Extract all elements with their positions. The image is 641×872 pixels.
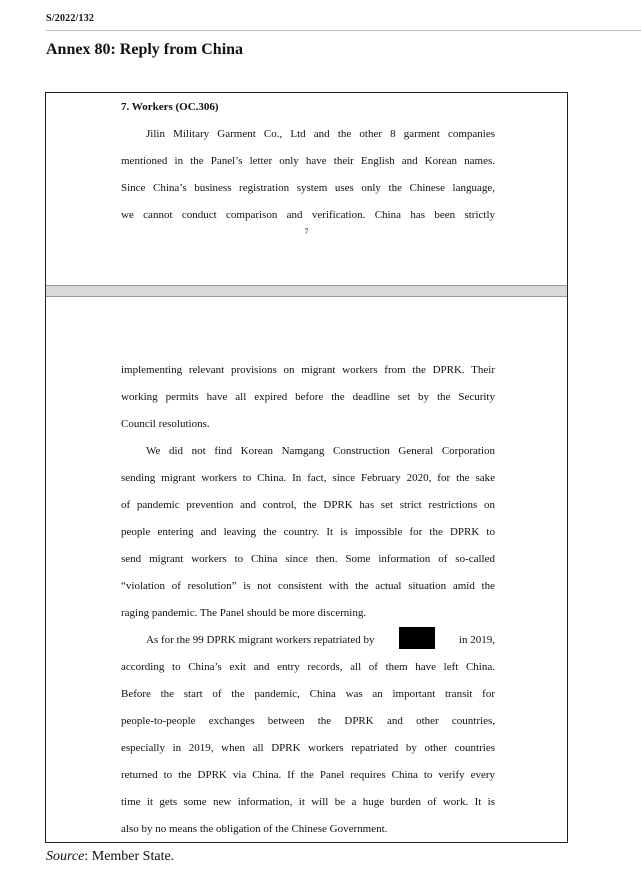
text-line: according to China’s exit and entry records, all of them have left China.: [121, 661, 495, 673]
page2-text: [121, 357, 495, 843]
text-line: working permits have all expired before the deadline set by the Security: [121, 391, 495, 403]
annex-title: Annex 80: Reply from China: [46, 41, 244, 58]
source-text: : Member State.: [84, 849, 175, 864]
text-line: We did not find Korean Namgang Construction General Corporation: [146, 445, 495, 457]
text-line: especially in 2019, when all DPRK workers repatriated by other countries: [121, 742, 495, 754]
text-line: “violation of resolution” is not consistent with the actual situation amid the: [121, 580, 495, 592]
source-label: Source: [46, 849, 85, 864]
text-line: send migrant workers to China since then. Some information of so-called: [121, 553, 495, 565]
text-line: people entering and leaving the country. It is impossible for the DPRK to: [121, 526, 495, 538]
text-line: sending migrant workers to China. In fact, since February 2020, for the sake: [121, 472, 495, 484]
section-heading: 7. Workers (OC.306): [121, 101, 219, 113]
text-line: raging pandemic. The Panel should be more discerning.: [121, 607, 367, 619]
text-line: also by no means the obligation of the Chinese Government.: [121, 823, 388, 835]
text-line: we cannot conduct comparison and verification. China has been strictly: [121, 209, 495, 221]
text-line: Since China’s business registration system uses only the Chinese language,: [121, 182, 495, 194]
letter-page-1: [46, 93, 567, 285]
text-line: time it gets some new information, it will be a huge burden of work. It is: [121, 796, 495, 808]
source-note: [46, 849, 174, 865]
redacted-line-after: in 2019,: [458, 634, 495, 646]
text-line: mentioned in the Panel’s letter only have their English and Korean names.: [121, 155, 495, 167]
text-line: implementing relevant provisions on migrant workers from the DPRK. Their: [121, 364, 495, 376]
text-line: of pandemic prevention and control, the DPRK has set strict restrictions on: [121, 499, 495, 511]
text-line: people-to-people exchanges between the DPRK and other countries,: [121, 715, 495, 727]
redaction-box: [399, 627, 435, 649]
redacted-text-line: [121, 627, 495, 654]
text-line: Council resolutions.: [121, 418, 210, 430]
text-line: Jilin Military Garment Co., Ltd and the other 8 garment companies: [146, 128, 495, 140]
text-line: returned to the DPRK via China. If the Panel requires China to verify every: [121, 769, 495, 781]
redacted-line-before: As for the 99 DPRK migrant workers repatriated by: [146, 634, 375, 646]
page1-text: [121, 94, 495, 229]
document-code: S/2022/132: [46, 13, 95, 24]
scanned-letter-frame: [45, 92, 568, 843]
page-break-bar: [46, 285, 567, 297]
page-number: 7: [304, 227, 309, 236]
top-rule: [46, 30, 641, 31]
text-line: Before the start of the pandemic, China was an important transit for: [121, 688, 495, 700]
letter-page-2: [46, 297, 567, 843]
